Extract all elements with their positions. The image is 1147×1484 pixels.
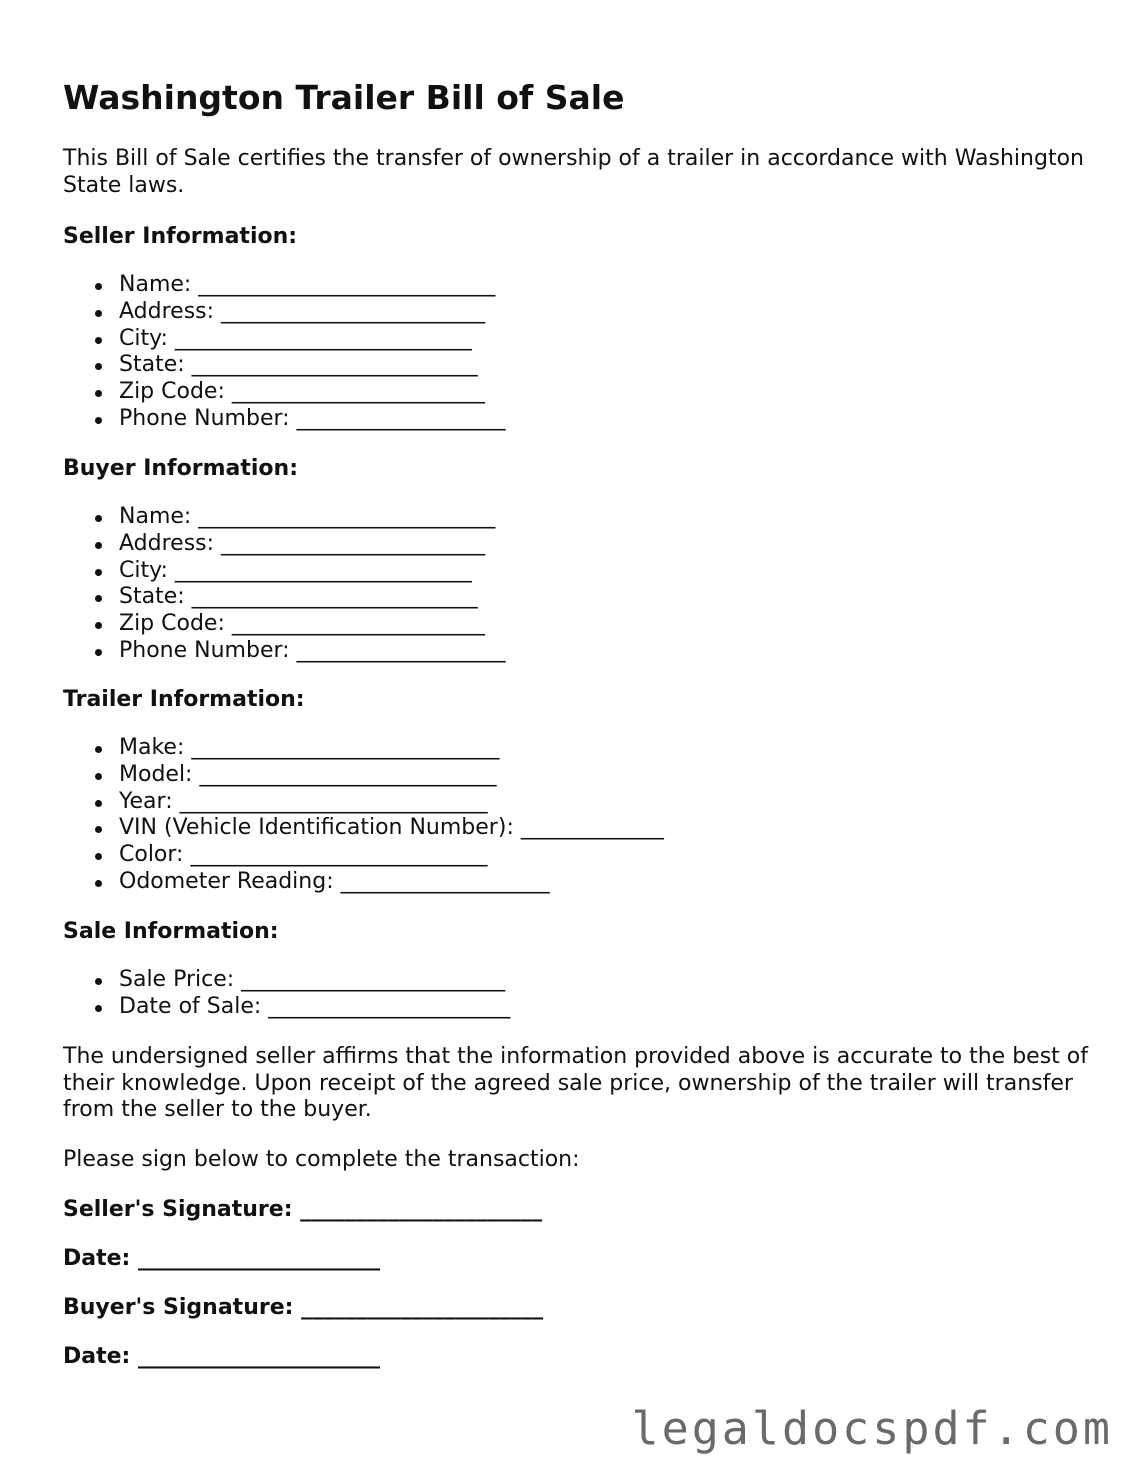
trailer-odometer-field[interactable]: Odometer Reading: ___________________ [119, 869, 664, 896]
trailer-make-field[interactable]: Make: ____________________________ [119, 735, 664, 762]
bullet-icon [95, 622, 102, 629]
bullet-icon [95, 542, 102, 549]
seller-state-field[interactable]: State: __________________________ [119, 352, 506, 379]
bullet-icon [95, 363, 102, 370]
bullet-icon [95, 310, 102, 317]
seller-signature-field[interactable]: Seller's Signature: ______________________ [63, 1197, 543, 1222]
sale-price-field[interactable]: Sale Price: ________________________ [119, 967, 510, 994]
trailer-vin-field[interactable]: VIN (Vehicle Identification Number): _____________ [119, 815, 664, 842]
buyer-phone-field[interactable]: Phone Number: ___________________ [119, 638, 506, 665]
trailer-field-list [119, 735, 664, 896]
sale-heading: Sale Information: [63, 919, 279, 944]
bullet-icon [95, 515, 102, 522]
bullet-icon [95, 569, 102, 576]
buyer-name-field[interactable]: Name: ___________________________ [119, 504, 506, 531]
trailer-color-field[interactable]: Color: ___________________________ [119, 842, 664, 869]
bullet-icon [95, 390, 102, 397]
seller-zip-field[interactable]: Zip Code: _______________________ [119, 379, 506, 406]
bullet-icon [95, 649, 102, 656]
bullet-icon [95, 337, 102, 344]
bullet-icon [95, 880, 102, 887]
bullet-icon [95, 283, 102, 290]
sale-field-list [119, 967, 510, 1021]
buyer-zip-field[interactable]: Zip Code: _______________________ [119, 611, 506, 638]
seller-field-list [119, 272, 506, 433]
bullet-icon [95, 800, 102, 807]
affirmation-paragraph: The undersigned seller affirms that the information provided above is accurate to the best of their knowledge. Upon receipt of the agreed sale price, ownership of the trailer will transfer from the seller to the buyer. [63, 1044, 1088, 1123]
buyer-city-field[interactable]: City: ___________________________ [119, 558, 506, 585]
watermark: legaldocspdf.com [631, 1402, 1113, 1455]
seller-name-field[interactable]: Name: ___________________________ [119, 272, 506, 299]
bullet-icon [95, 978, 102, 985]
sale-date-field[interactable]: Date of Sale: ______________________ [119, 994, 510, 1021]
trailer-model-field[interactable]: Model: ___________________________ [119, 762, 664, 789]
buyer-signature-field[interactable]: Buyer's Signature: ______________________ [63, 1295, 544, 1320]
intro-paragraph: This Bill of Sale certifies the transfer of ownership of a trailer in accordance with Washington State laws. [63, 146, 1084, 198]
seller-address-field[interactable]: Address: ________________________ [119, 299, 506, 326]
buyer-date-field[interactable]: Date: ______________________ [63, 1344, 381, 1369]
seller-phone-field[interactable]: Phone Number: ___________________ [119, 406, 506, 433]
bullet-icon [95, 773, 102, 780]
bullet-icon [95, 826, 102, 833]
bullet-icon [95, 853, 102, 860]
bullet-icon [95, 417, 102, 424]
page-title: Washington Trailer Bill of Sale [63, 78, 625, 117]
buyer-heading: Buyer Information: [63, 456, 298, 481]
seller-heading: Seller Information: [63, 224, 298, 249]
buyer-address-field[interactable]: Address: ________________________ [119, 531, 506, 558]
bullet-icon [95, 1005, 102, 1012]
trailer-year-field[interactable]: Year: ____________________________ [119, 789, 664, 816]
seller-date-field[interactable]: Date: ______________________ [63, 1246, 381, 1271]
buyer-field-list [119, 504, 506, 665]
trailer-heading: Trailer Information: [63, 687, 305, 712]
buyer-state-field[interactable]: State: __________________________ [119, 584, 506, 611]
seller-city-field[interactable]: City: ___________________________ [119, 326, 506, 353]
sign-prompt: Please sign below to complete the transaction: [63, 1147, 580, 1172]
bullet-icon [95, 746, 102, 753]
bullet-icon [95, 595, 102, 602]
